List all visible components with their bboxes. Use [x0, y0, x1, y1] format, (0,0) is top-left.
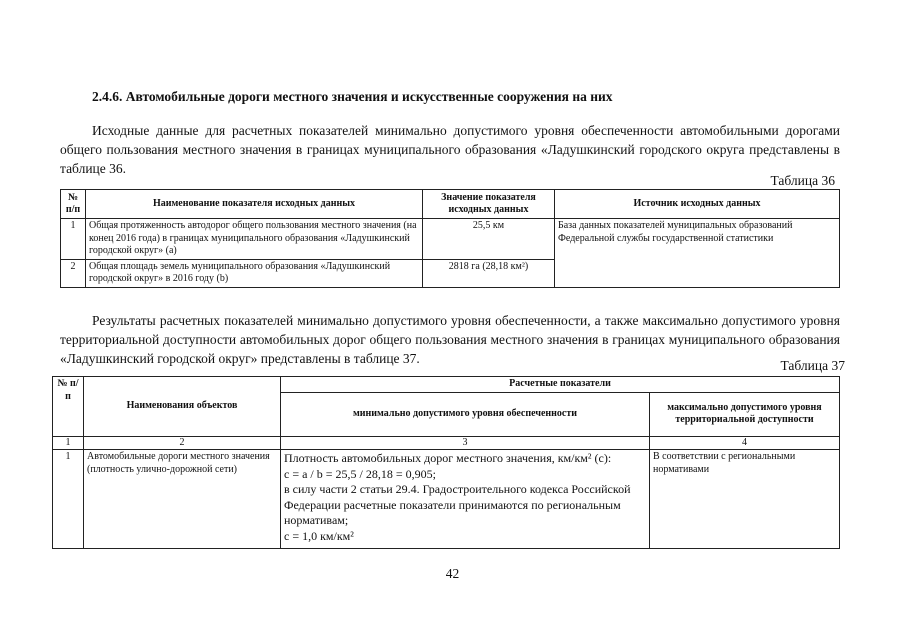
row-num: 2: [61, 259, 86, 287]
table-row: [53, 450, 840, 549]
table-36: [60, 189, 840, 288]
row-source: База данных показателей муниципальных образований Федеральной службы государственной статистики: [555, 219, 840, 288]
row-name: Общая площадь земель муниципального образования «Ладушкинский городской округ» в 2016 году (b): [86, 259, 423, 287]
table-header-row: [53, 377, 840, 393]
header-min: минимально допустимого уровня обеспеченности: [281, 392, 650, 436]
row-value: 2818 га (28,18 км²): [423, 259, 555, 287]
min-line: в силу части 2 статьи 29.4. Градостроительного кодекса Российской Федерации расчетные показатели принимаются по региональным нормативам;: [284, 482, 631, 527]
page-number: 42: [445, 566, 460, 581]
intro-paragraph-text: Исходные данные для расчетных показателей минимально допустимого уровня обеспеченности автомобильными дорогами общего пользования местного значения в границах муниципального образования «Ладушкинский городского округа представлены в таблице 36.: [60, 123, 840, 176]
column-number-row: [53, 436, 840, 450]
row-min-cell: [281, 450, 650, 549]
header-value: Значение показателя исходных данных: [423, 190, 555, 219]
min-line: с = a / b = 25,5 / 28,18 = 0,905;: [284, 466, 436, 481]
header-max: максимально допустимого уровня территориальной доступности: [650, 392, 840, 436]
table-row: [61, 219, 840, 260]
min-line: с = 1,0 км/км²: [284, 528, 354, 543]
colnum-4: 4: [650, 436, 840, 450]
header-name: Наименование показателя исходных данных: [86, 190, 423, 219]
intro-paragraph: [60, 121, 840, 178]
row-max: В соответствии с региональными нормативами: [650, 450, 840, 549]
row-num: 1: [61, 219, 86, 260]
table-header-row: [61, 190, 840, 219]
table36-caption: Таблица 36: [770, 173, 835, 188]
colnum-1: 1: [53, 436, 84, 450]
header-source: Источник исходных данных: [555, 190, 840, 219]
table-37: [52, 376, 840, 549]
row-num: 1: [53, 450, 84, 549]
row-name: Общая протяженность автодорог общего пользования местного значения (на конец 2016 года) в границах муниципального образования «Ладушкинский городской округ» (a): [86, 219, 423, 260]
section-heading: 2.4.6. Автомобильные дороги местного значения и искусственные сооружения на них: [92, 89, 613, 104]
colnum-3: 3: [281, 436, 650, 450]
row-value: 25,5 км: [423, 219, 555, 260]
header-group: Расчетные показатели: [281, 377, 840, 393]
table37-caption: Таблица 37: [780, 358, 845, 373]
min-line: Плотность автомобильных дорог местного значения, км/км² (с):: [284, 451, 612, 465]
row-name: Автомобильные дороги местного значения (плотность улично-дорожной сети): [84, 450, 281, 549]
header-num: № п/п: [53, 377, 84, 437]
results-paragraph: [60, 311, 840, 368]
results-paragraph-text: Результаты расчетных показателей минимально допустимого уровня обеспеченности, а также максимально допустимого уровня территориальной доступности автомобильных дорог общего пользования местного значения в границах муниципального образования «Ладушкинский городской округ» представлены в таблице 37.: [60, 313, 840, 366]
header-num: № п/п: [61, 190, 86, 219]
header-name: Наименования объектов: [84, 377, 281, 437]
colnum-2: 2: [84, 436, 281, 450]
